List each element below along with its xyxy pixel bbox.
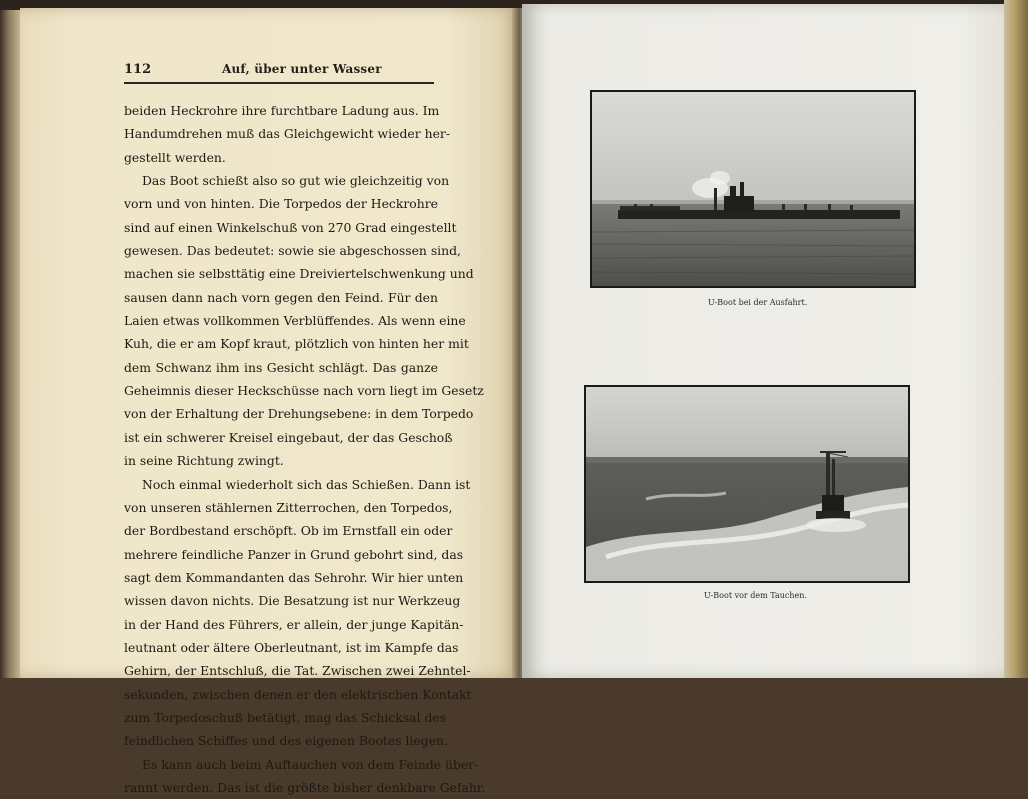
- text-line: Geheimnis dieser Heckschüsse nach vorn liegt im Gesetz: [124, 383, 484, 399]
- text-line: ist ein schwerer Kreisel eingebaut, der das Geschoß: [124, 429, 453, 445]
- text-line: sind auf einen Winkelschuß von 270 Grad eingestellt: [124, 219, 457, 235]
- body-text: [124, 99, 486, 799]
- text-line: Es kann auch beim Auftauchen von dem Feinde über-: [142, 756, 479, 772]
- text-line: wissen davon nichts. Die Besatzung ist nur Werkzeug: [124, 593, 461, 609]
- text-line: gewesen. Das bedeutet: sowie sie abgeschossen sind,: [124, 243, 461, 259]
- text-line: dem Schwanz ihm ins Gesicht schlägt. Das ganze: [124, 359, 438, 375]
- text-line: leutnant oder ältere Oberleutnant, ist im Kampfe das: [124, 639, 459, 655]
- text-line: gestellt werden.: [124, 149, 226, 165]
- text-line: in seine Richtung zwingt.: [124, 453, 284, 469]
- text-line: in der Hand des Führers, er allein, der junge Kapitän-: [124, 616, 464, 632]
- page-number: 112: [124, 62, 152, 77]
- text-line: Handumdrehen muß das Gleichgewicht wieder her-: [124, 126, 451, 142]
- text-line: sausen dann nach vorn gegen den Feind. Für den: [124, 289, 438, 305]
- text-line: machen sie selbsttätig eine Dreiviertelschwenkung und: [124, 266, 474, 282]
- text-line: Laien etwas vollkommen Verblüffendes. Als wenn eine: [124, 313, 466, 329]
- header-rule: [124, 82, 434, 84]
- text-line: vorn und von hinten. Die Torpedos der Heckrohre: [124, 196, 438, 212]
- text-line: Kuh, die er am Kopf kraut, plötzlich von hinten her mit: [124, 336, 469, 352]
- text-line: mehrere feindliche Panzer in Grund gebohrt sind, das: [124, 546, 464, 562]
- book-edge-right: [1004, 0, 1028, 678]
- photo-uboat-departure: [590, 90, 916, 288]
- text-line: rannt werden. Das ist die größte bisher denkbare Gefahr.: [124, 779, 486, 795]
- text-line: sagt dem Kommandanten das Sehrohr. Wir hier unten: [124, 569, 464, 585]
- photo-uboat-diving: [584, 385, 910, 583]
- figure-caption: U-Boot vor dem Tauchen.: [704, 591, 807, 600]
- text-line: der Bordbestand erschöpft. Ob im Ernstfall ein oder: [124, 523, 453, 539]
- book-edge-left: [0, 10, 22, 678]
- text-line: beiden Heckrohre ihre furchtbare Ladung aus. Im: [124, 103, 440, 118]
- figure-caption: U-Boot bei der Ausfahrt.: [708, 298, 808, 307]
- text-line: von der Erhaltung der Drehungsebene: in dem Torpedo: [124, 406, 474, 422]
- uboat-departure-illustration: [592, 92, 914, 286]
- page-header: [124, 62, 434, 82]
- text-line: Noch einmal wiederholt sich das Schießen. Dann ist: [142, 476, 471, 492]
- text-line: Das Boot schießt also so gut wie gleichzeitig von: [142, 173, 450, 189]
- uboat-diving-illustration: [586, 387, 908, 581]
- running-title: Auf, über unter Wasser: [222, 62, 382, 76]
- text-line: zum Torpedoschuß betätigt, mag das Schicksal des: [124, 709, 447, 725]
- text-line: sekunden, zwischen denen er den elektrischen Kontakt: [124, 686, 472, 702]
- text-line: von unseren stählernen Zitterrochen, den Torpedos,: [124, 499, 453, 515]
- text-line: feindlichen Schiffes und des eigenen Bootes liegen.: [124, 733, 448, 749]
- text-line: Gehirn, der Entschluß, die Tat. Zwischen zwei Zehntel-: [124, 663, 471, 679]
